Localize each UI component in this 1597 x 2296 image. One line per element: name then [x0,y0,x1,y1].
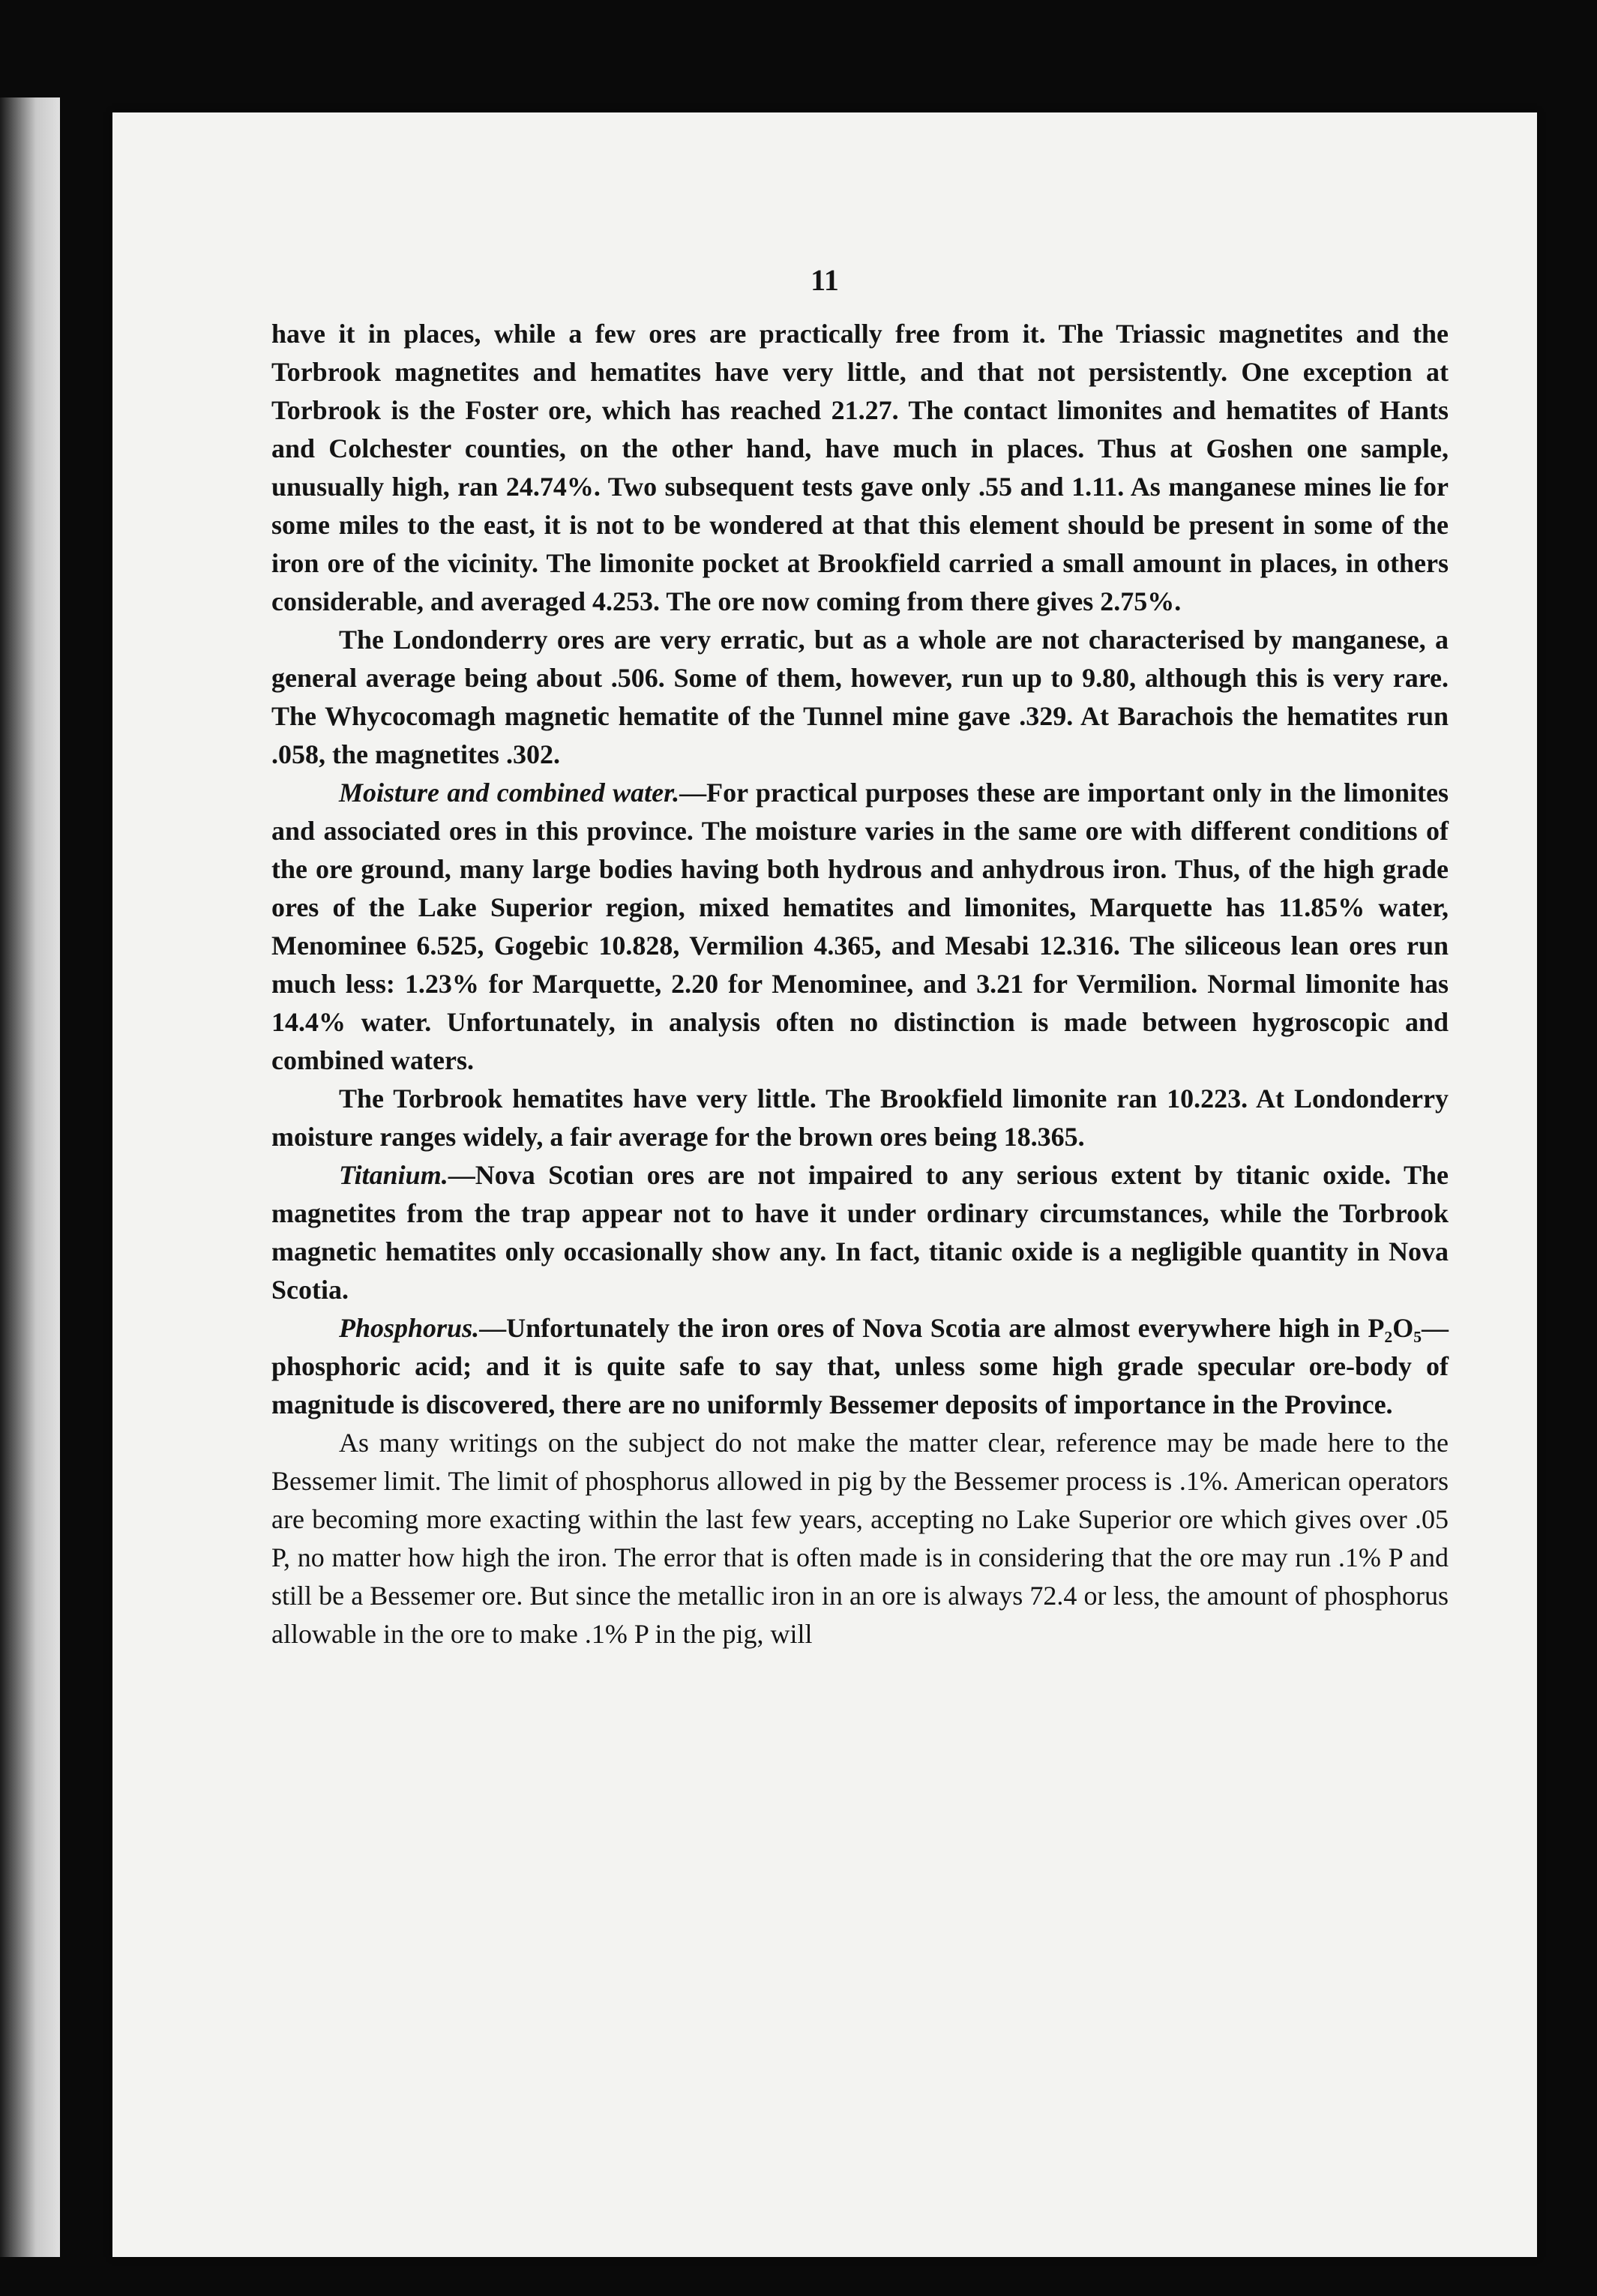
paragraph-2-text: The Londonderry ores are very erratic, but as a whole are not characterised by manganese, a general average being about .506. Some of them, however, run up to 9.80, although this is very rare. The Whycocomagh magnetic hematite of the Tunnel mine gave .329. At Barachois the hematites run .058, the magnetites .302. [271,625,1449,769]
document-page [112,112,1537,2257]
paragraph-5 [271,1156,1449,1309]
paragraph-2 [271,621,1449,774]
adjacent-page-edge [0,97,60,2257]
paragraph-1 [271,315,1449,621]
paragraph-3-text: —For practical purposes these are important only in the limonites and associated ores in this province. The moisture varies in the same ore with different conditions of the ore ground, many large bodies having both hydrous and anhydrous iron. Thus, of the high grade ores of the Lake Superior region, mixed hematites and limonites, Marquette has 11.85% water, Menominee 6.525, Gogebic 10.828, Vermilion 4.365, and Mesabi 12.316. The siliceous lean ores run much less: 1.23% for Marquette, 2.20 for Menominee, and 3.21 for Vermilion. Normal limonite has 14.4% water. Unfortunately, in analysis often no distinction is made between hygroscopic and combined waters. [271,778,1449,1075]
moisture-heading: Moisture and combined water. [339,778,680,808]
page-number: 11 [810,263,839,297]
titanium-heading: Titanium. [339,1160,448,1190]
paragraph-6 [271,1309,1449,1424]
paragraph-6-text: —Unfortunately the iron ores of Nova Scotia are almost everywhere high in P₂O₅—phosphoric acid; and it is quite safe to say that, unless some high grade specular ore-body of magnitude is discovered, there are no uniformly Bessemer deposits of importance in the Province. [271,1313,1449,1419]
body-text [271,315,1449,1653]
paragraph-7-text: As many writings on the subject do not make the matter clear, reference may be made here to the Bessemer limit. The limit of phosphorus allowed in pig by the Bessemer process is .1%. American operators are becoming more exacting within the last few years, accepting no Lake Superior ore which gives over .05 P, no matter how high the iron. The error that is often made is in considering that the ore may run .1% P and still be a Bessemer ore. But since the metallic iron in an ore is always 72.4 or less, the amount of phosphorus allowable in the ore to make .1% P in the pig, will [271,1428,1449,1649]
paragraph-3 [271,774,1449,1080]
paragraph-4 [271,1080,1449,1156]
paragraph-7 [271,1424,1449,1653]
paragraph-5-text: —Nova Scotian ores are not impaired to any serious extent by titanic oxide. The magnetites from the trap appear not to have it under ordinary circumstances, while the Torbrook magnetic hematites only occasionally show any. In fact, titanic oxide is a negligible quantity in Nova Scotia. [271,1160,1449,1305]
paragraph-4-text: The Torbrook hematites have very little. The Brookfield limonite ran 10.223. At Londonderry moisture ranges widely, a fair average for the brown ores being 18.365. [271,1084,1449,1152]
paragraph-1-text: have it in places, while a few ores are practically free from it. The Triassic magnetites and the Torbrook magnetites and hematites have very little, and that not persistently. One exception at Torbrook is the Foster ore, which has reached 21.27. The contact limonites and hematites of Hants and Colchester counties, on the other hand, have much in places. Thus at Goshen one sample, unusually high, ran 24.74%. Two subsequent tests gave only .55 and 1.11. As manganese mines lie for some miles to the east, it is not to be wondered at that this element should be present in some of the iron ore of the vicinity. The limonite pocket at Brookfield carried a small amount in places, in others considerable, and averaged 4.253. The ore now coming from there gives 2.75%. [271,319,1449,616]
phosphorus-heading: Phosphorus. [339,1313,480,1343]
